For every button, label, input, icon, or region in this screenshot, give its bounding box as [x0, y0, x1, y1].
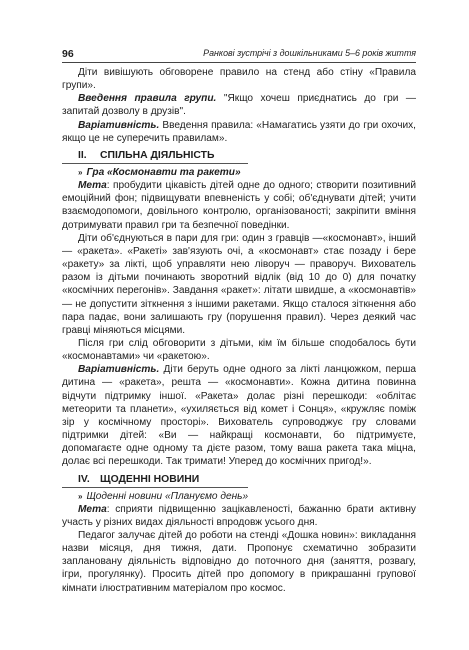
section-number: II.: [78, 149, 87, 161]
double-arrow-icon: »: [78, 167, 83, 177]
game-rules: Діти об'єднуються в пари для гри: один з гравців —«космонавт», інший — «ракета». «Ракеті» зав'язують очі, а «космонавт» стає позаду і бере «ракету» за лікті, щоб управляти нею ліворуч — праворуч. Вихователь разом із дітьми починають зворотний відлік (від 10 до 0) для початку «космічних перегонів». Завдання «ракет»: літати швидше, а «космонавтів» — не допустити зіткнення з іншими ракетами. Якщо сталося зіткнення або пара падає, вони залишають гру (порушення правил). Через деякий час гравці міняються місцями.: [62, 232, 416, 336]
rule-intro-text: "Якщо хочеш приєднатись до гри — запитай дозволу в друзів".: [62, 93, 416, 118]
goal-label: Мета: [78, 180, 107, 192]
game-label: Гра «Космонавти та ракети»: [86, 166, 241, 178]
news-label: Щоденні новини «Плануємо день»: [86, 490, 249, 502]
page-number: 96: [62, 48, 74, 60]
section-title: ЩОДЕННІ НОВИНИ: [100, 473, 200, 485]
game-goal: [62, 179, 416, 232]
news-teacher-activity: Педагог залучає дітей до роботи на стенді «Дошка новин»: викладання назви місяця, дня тижня, дати. Пропонує схематично зобразити заплановану діяльність відповідно до поточного дня (заняття, розвагу, ігри, прогулянку). Просить дітей про допомогу в прикрашанні групової кімнати ілюстративним матеріалом про космос.: [62, 530, 416, 594]
variation-text: Введення правила: «Намагатись узяти до гри охочих, якщо це не суперечить правилам».: [62, 119, 416, 144]
variation-label: Варіативність.: [78, 119, 160, 131]
intro-paragraph-1: Діти вивішують обговорене правило на стенд або стіну «Правила групи».: [62, 67, 416, 92]
running-title: Ранкові зустрічі з дошкільниками 5–6 років життя: [203, 48, 416, 58]
variation-label: Варіативність.: [78, 364, 160, 376]
game-variation: [62, 363, 416, 468]
page-header: [62, 46, 416, 63]
intro-paragraph-2: [62, 92, 416, 118]
section-title: СПІЛЬНА ДІЯЛЬНІСТЬ: [100, 149, 215, 161]
section-heading-daily-news: [62, 472, 248, 488]
section-number: IV.: [78, 473, 90, 485]
intro-paragraph-3: [62, 119, 416, 145]
news-goal: [62, 503, 416, 529]
rule-intro-label: Введення правила групи.: [78, 93, 217, 105]
page-content: [62, 66, 416, 595]
double-arrow-icon: »: [78, 491, 83, 501]
goal-text: : сприяти підвищенню зацікавленості, бажанню брати активну участь у різних видах діяльності впродовж усього дня.: [62, 503, 416, 528]
game-title: [62, 166, 416, 179]
news-title: [62, 490, 416, 503]
game-discussion: Після гри слід обговорити з дітьми, кім їм більше сподобалось бути «космонавтами» чи «ракетою».: [62, 337, 416, 363]
section-heading-joint-activity: [62, 148, 248, 164]
goal-text: : пробудити цікавість дітей одне до одного; створити позитивний емоційний фон; підвищувати впевненість у собі; об'єднувати дітей; учити взаємодопомоги, довільного контролю, організованості; закріпити вміння дотримувати правил гри та безпечної поведінки.: [62, 180, 416, 231]
goal-label: Мета: [78, 503, 107, 515]
variation-text: Діти беруть одне одного за лікті ланцюжком, перша дитина — «ракета», решта — «космонавти». Кожна дитина повинна відчути підтримку іншої. «Ракета» долає різні перешкоди: «облітає метеорити та планети», «ухиляється від комет і Сонця», «кружляє поміж зір у космічному просторі». Вихователь супроводжує гру словами підтримки дітей: «Ви — найкращі космонавти, бо підтримуєте, допомагаєте одне одному та дієте разом, тому ваша ракета така міцна, долає всі перешкоди. Так тримати! Уперед до космічних пригод!».: [62, 364, 416, 468]
